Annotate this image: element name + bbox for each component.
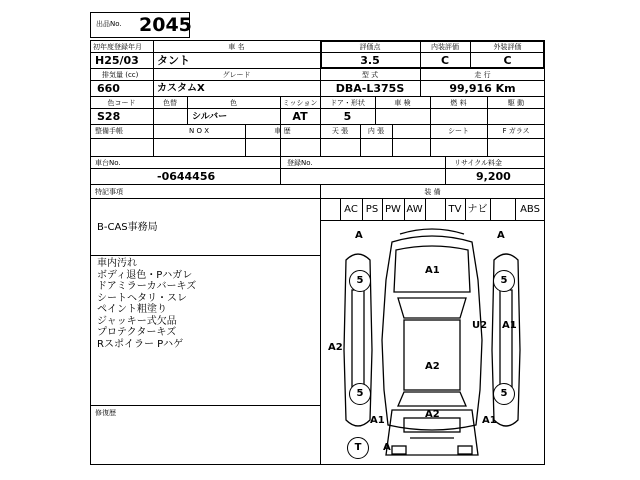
- row-line: [90, 184, 545, 185]
- inspector-note: Rスポイラー Pハゲ: [97, 338, 184, 350]
- row-line: [90, 198, 545, 199]
- equipment-item: PW: [385, 204, 401, 215]
- damage-code-front-right: A: [497, 230, 505, 241]
- score-value: 3.5: [360, 54, 380, 67]
- inspector-note: ボディ退色・Pハガレ: [97, 269, 193, 281]
- damage-code-left-side: A2: [328, 342, 343, 353]
- inspector-note: ペイント粗塗り: [97, 304, 167, 315]
- equipment-item: ナビ: [467, 204, 488, 215]
- exterior-label: 外装評価: [493, 43, 522, 51]
- color-value: シルバー: [192, 112, 228, 122]
- inspector-note: プロテクターキズ: [97, 327, 177, 338]
- inspector-note: ドアミラーカバーキズ: [97, 281, 197, 292]
- chassis-number-value: -0644456: [157, 170, 216, 183]
- row-line: [90, 96, 545, 97]
- inspection-label: 車 検: [394, 99, 411, 107]
- damage-code-right-side: U2: [472, 320, 488, 331]
- damage-code-rear-right: A1: [482, 415, 497, 426]
- displacement-value: 660: [97, 82, 120, 95]
- score-label: 評価点: [359, 43, 381, 51]
- col-line: [280, 156, 281, 184]
- tire-tread-front-right: 5: [493, 270, 515, 292]
- lot-number-box: [90, 12, 190, 38]
- equipment-label: 装 備: [424, 188, 441, 196]
- inspector-note: シートヘタリ・スレ: [97, 292, 187, 304]
- grade-value: カスタムX: [157, 83, 205, 94]
- mileage-value: 99,916 Km: [449, 82, 516, 95]
- damage-code-hood: A1: [425, 265, 440, 276]
- color-code-label: 色コード: [107, 99, 136, 107]
- special-notes-label: 特記事項: [95, 188, 123, 196]
- roof-lining-label: 天 張: [331, 127, 349, 135]
- inspector-note: ジャッキー式欠品: [97, 315, 177, 327]
- tire-tread-rear-left: 5: [349, 383, 371, 405]
- doors-label: ドア・形状: [330, 99, 365, 107]
- equipment-item: ABS: [520, 204, 540, 215]
- equipment-item: PS: [365, 204, 379, 215]
- damage-code-rear-gate: A2: [425, 409, 440, 420]
- recycle-fee-label: リサイクル料金: [454, 159, 503, 167]
- damage-code-rear-left: A1: [370, 415, 385, 426]
- equipment-item: [490, 200, 515, 220]
- interior-label: 内装評価: [431, 43, 459, 51]
- registration-number-label: 登録No.: [287, 159, 313, 167]
- equipment-item: AC: [344, 204, 358, 215]
- front-bumper-outline: [400, 229, 464, 234]
- repair-history-label: 修復歴: [95, 409, 116, 417]
- front-glass-label: F ガラス: [502, 127, 530, 135]
- tire-tread-front-left: 5: [349, 270, 371, 292]
- car-damage-diagram: [320, 220, 545, 465]
- fuel-label: 燃 料: [450, 99, 467, 107]
- interior-grade-value: C: [440, 54, 450, 67]
- model-code-value: DBA-L375S: [335, 82, 405, 95]
- special-notes-text: B-CAS事務局: [97, 222, 158, 233]
- col-line: [392, 124, 393, 156]
- rear-window-outline: [398, 392, 466, 406]
- drive-label: 駆 動: [507, 99, 525, 107]
- exterior-grade-value: C: [503, 54, 512, 67]
- chassis-number-label: 車台No.: [95, 159, 121, 167]
- color-code-value: S28: [97, 110, 121, 123]
- col-line: [445, 156, 446, 184]
- color-label: 色: [230, 99, 237, 107]
- notes-divider: [90, 255, 320, 256]
- displacement-label: 排気量 (cc): [102, 71, 139, 79]
- vehicle-history-label: 車 歴: [274, 127, 291, 135]
- mileage-label: 走 行: [474, 71, 491, 79]
- damage-code-front-left: A: [355, 230, 363, 241]
- inspector-note: 車内汚れ: [97, 258, 137, 269]
- seat-label: シート: [448, 127, 469, 135]
- lot-number: 2045: [139, 14, 192, 36]
- windshield-outline: [398, 298, 466, 318]
- model-code-label: 型 式: [361, 71, 379, 79]
- car-name-value: タント: [157, 54, 190, 67]
- name-label: 車 名: [228, 43, 245, 51]
- notes-divider: [90, 405, 320, 406]
- equipment-item: AW: [406, 204, 423, 215]
- maintenance-book-label: 整備手帳: [95, 127, 123, 135]
- year-label: 初年度登録年月: [93, 43, 142, 51]
- tire-tread-rear-right: 5: [493, 383, 515, 405]
- damage-code-right-side-lower: A1: [502, 320, 517, 331]
- row-line: [90, 80, 545, 81]
- roof-outline: [404, 320, 460, 390]
- first-registration-value: H25/03: [95, 54, 139, 67]
- equipment-item: [425, 200, 445, 220]
- spare-tire-mark: T: [347, 437, 369, 459]
- damage-code-rear-bumper: A: [383, 442, 391, 453]
- mission-label: ミッション: [282, 99, 318, 107]
- doors-value: 5: [343, 110, 352, 123]
- row-line: [90, 156, 545, 157]
- lot-number-label: 出品No.: [96, 20, 122, 28]
- row-line: [90, 108, 545, 109]
- equipment-item: TV: [448, 204, 462, 215]
- nox-label: N O X: [189, 127, 209, 135]
- row-line: [90, 168, 545, 169]
- damage-code-roof: A2: [425, 361, 440, 372]
- interior-trim-label: 内 張: [367, 127, 385, 135]
- transmission-value: AT: [292, 110, 308, 123]
- grade-label: グレード: [222, 71, 251, 79]
- row-line: [90, 124, 545, 125]
- recycle-fee-value: 9,200: [476, 170, 511, 183]
- row-line: [90, 138, 545, 139]
- color-change-label: 色替: [163, 99, 177, 107]
